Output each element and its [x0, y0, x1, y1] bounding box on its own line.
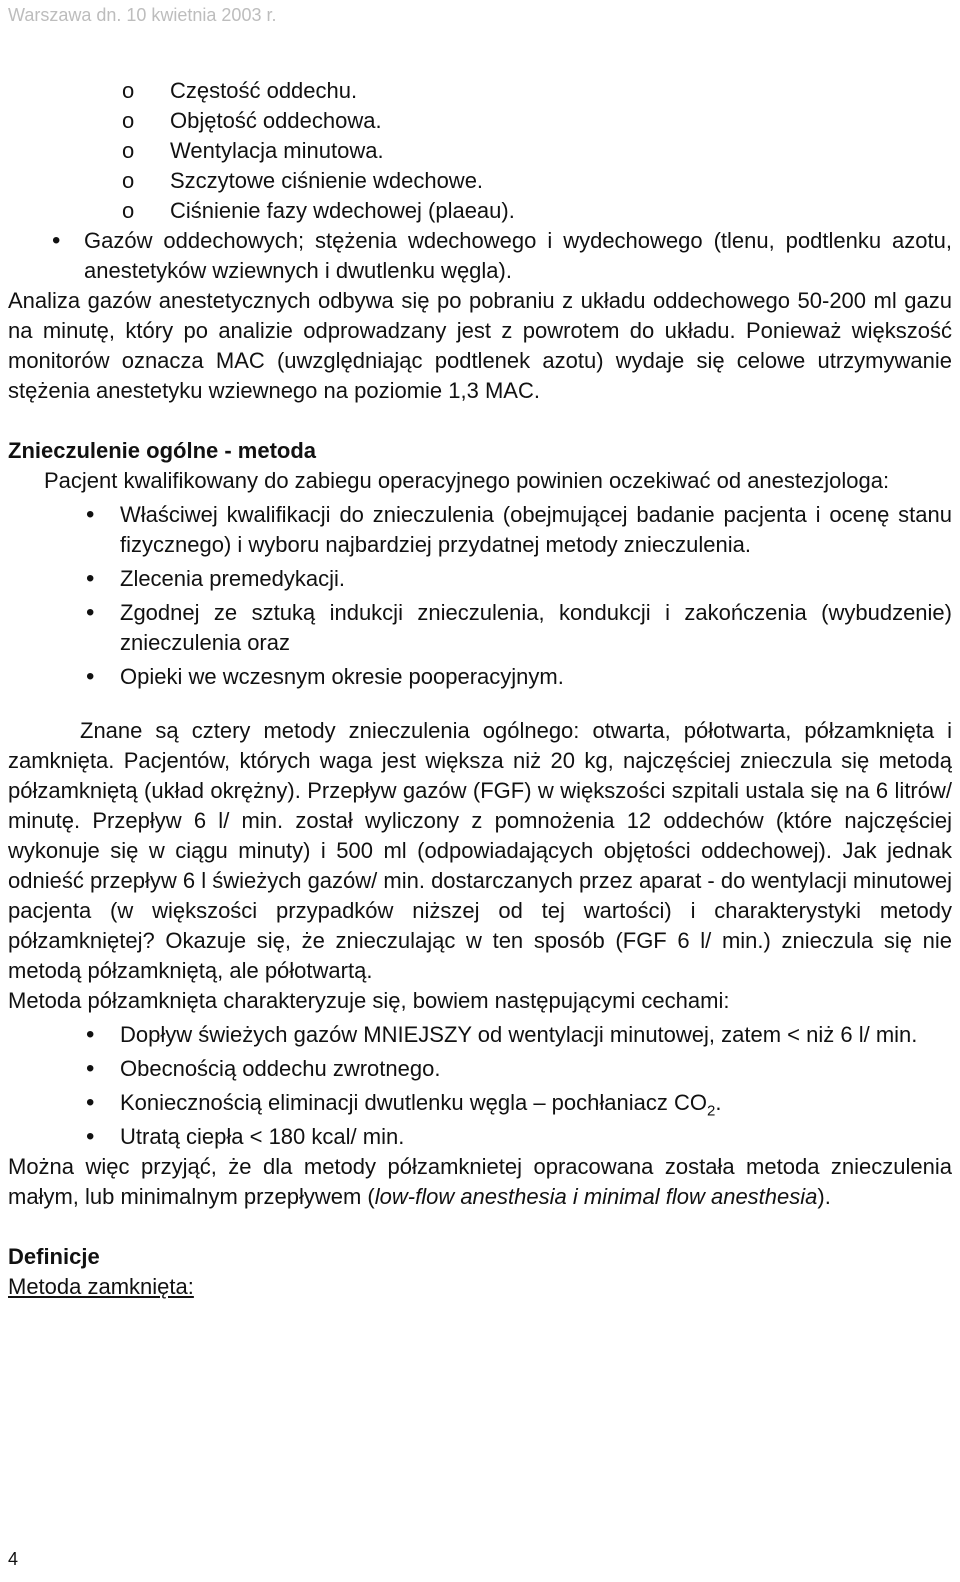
list-item: • Gazów oddechowych; stężenia wdechowego i wydechowego (tlenu, podtlenku azotu, anestetyków wziewnych i dwutlenku węgla). — [8, 226, 952, 286]
section-heading: Znieczulenie ogólne - metoda — [8, 438, 317, 463]
list-item: • Właściwej kwalifikacji do znieczulenia (obejmującej badanie pacjenta i ocenę stanu fizycznego) i wyboru najbardziej przydatnej metody znieczulenia. — [8, 500, 952, 560]
list-item-co2 — [8, 1088, 952, 1118]
paragraph-intro: Pacjent kwalifikowany do zabiegu operacyjnego powinien oczekiwać od anestezjologa: — [44, 468, 890, 493]
list-item: • Zlecenia premedykacji. — [8, 564, 952, 594]
co2-subscript: 2 — [706, 1102, 716, 1120]
expectations-list — [8, 500, 952, 692]
co2-end: . — [715, 1090, 722, 1115]
list-item: o Objętość oddechowa. — [8, 106, 952, 136]
co2-text: Koniecznością eliminacji dwutlenku węgla – pochłaniacz CO — [120, 1090, 707, 1115]
low-flow-end: ). — [817, 1184, 831, 1209]
list-item: o Szczytowe ciśnienie wdechowe. — [8, 166, 952, 196]
list-item: o Częstość oddechu. — [8, 76, 952, 106]
list-item: • Zgodnej ze sztuką indukcji znieczulenia, kondukcji i zakończenia (wybudzenie) znieczulenia oraz — [8, 598, 952, 658]
list-item: • Dopływ świeżych gazów MNIEJSZY od wentylacji minutowej, zatem < niż 6 l/ min. — [8, 1020, 952, 1050]
definitions-subheading: Metoda zamknięta: — [8, 1274, 194, 1299]
page-number: 4 — [8, 1549, 19, 1569]
list-item: • Obecnością oddechu zwrotnego. — [8, 1054, 952, 1084]
monitoring-sublist — [8, 76, 952, 226]
page-header: Warszawa dn. 10 kwietnia 2003 r. — [8, 5, 277, 25]
page-content — [8, 76, 952, 1302]
paragraph-gas-analysis: Analiza gazów anestetycznych odbywa się po pobraniu z układu oddechowego 50-200 ml gazu na minutę, który po analizie odprowadzany jest z powrotem do układu. Ponieważ większość monitorów oznacza MAC (uwzględniając podtlenek azotu) wydaje się celowe utrzymywanie stężenia anestetyku wziewnego na poziomie 1,3 MAC. — [8, 288, 952, 403]
gases-bullet-list — [8, 226, 952, 286]
list-item: • Opieki we wczesnym okresie pooperacyjnym. — [8, 662, 952, 692]
definitions-heading: Definicje — [8, 1244, 100, 1269]
paragraph-semiclosed: Metoda półzamknięta charakteryzuje się, bowiem następującymi cechami: — [8, 988, 730, 1013]
low-flow-italic: low-flow anesthesia i minimal flow anesthesia — [374, 1184, 818, 1209]
list-item: o Wentylacja minutowa. — [8, 136, 952, 166]
list-item: o Ciśnienie fazy wdechowej (plaeau). — [8, 196, 952, 226]
features-list — [8, 1020, 952, 1152]
low-flow-text: Można więc przyjąć, że dla metody półzamknietej opracowana została metoda znieczulenia małym, lub minimalnym przepływem ( — [8, 1154, 952, 1209]
paragraph-methods: Znane są cztery metody znieczulenia ogólnego: otwarta, półotwarta, półzamknięta i zamknięta. Pacjentów, których waga jest większa niż 20 kg, najczęściej znieczula się metodą półzamkniętą (układ okrężny). Przepływ gazów (FGF) w większości szpitali ustala się na 6 litrów/ minutę. Przepływ 6 l/ min. został wyliczony z pomnożenia 12 oddechów (które najczęściej wykonuje się w ciągu minuty) i 500 ml (odpowiadających objętości oddechowej). Jak jednak odnieść przepływ 6 l świeżych gazów/ min. dostarczanych przez aparat - do wentylacji minutowej pacjenta (w większości przypadków niższej od tej wartości) i charakterystyki metody półzamkniętej? Okazuje się, że znieczulając w ten sposób (FGF 6 l/ min.) znieczula się nie metodą półzamkniętą, ale półotwartą. — [8, 718, 952, 983]
list-item: • Utratą ciepła < 180 kcal/ min. — [8, 1122, 952, 1152]
paragraph-low-flow — [8, 1152, 952, 1212]
